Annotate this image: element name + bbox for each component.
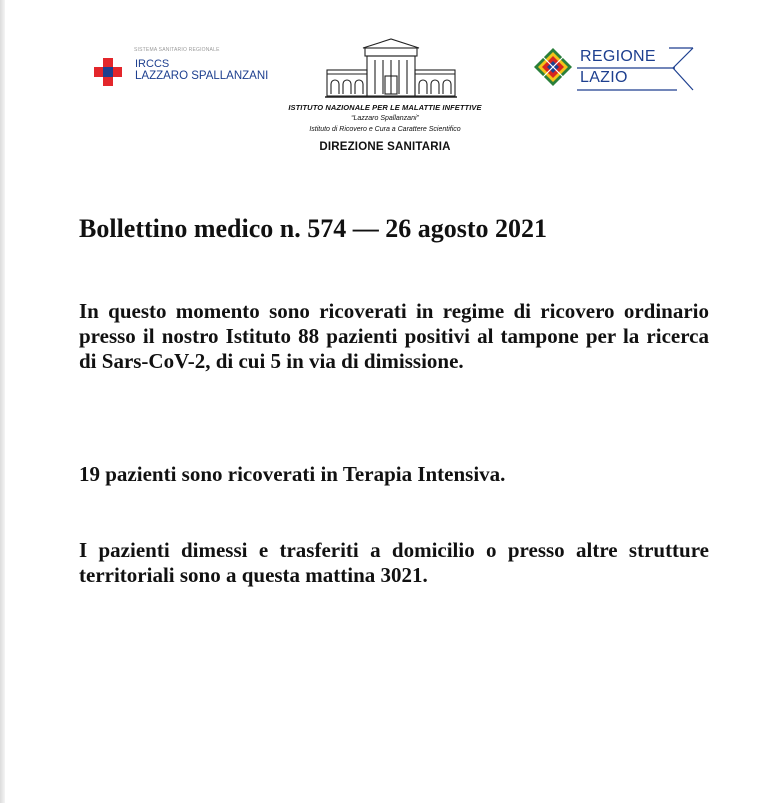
logo-name-text: LAZZARO SPALLANZANI: [135, 70, 269, 82]
institute-building-icon: [325, 36, 457, 100]
red-cross-icon: [93, 57, 123, 87]
institute-description: Istituto di Ricovero e Cura a Carattere Scientifico: [309, 126, 461, 133]
regione-text: REGIONE: [580, 48, 656, 65]
spallanzani-logo: [93, 44, 283, 94]
regione-lazio-emblem-icon: [533, 47, 573, 87]
bulletin-paragraph-ricoverati: In questo momento sono ricoverati in regime di ricovero ordinario presso il nostro Istituto 88 pazienti positivi al tampone per la ricerca di Sars-CoV-2, di cui 5 in via di dimissione.: [79, 299, 709, 373]
logo-caption: SISTEMA SANITARIO REGIONALE: [134, 47, 220, 53]
lazio-text: LAZIO: [580, 69, 628, 86]
bulletin-paragraph-dimessi: I pazienti dimessi e trasferiti a domicilio o presso altre strutture territoriali sono a questa mattina 3021.: [79, 538, 709, 587]
bulletin-paragraph-terapia-intensiva: 19 pazienti sono ricoverati in Terapia Intensiva.: [79, 462, 506, 486]
institute-heading: [240, 102, 530, 156]
logo-irccs-text: IRCCS: [135, 58, 170, 70]
bulletin-title: Bollettino medico n. 574 — 26 agosto 2021: [79, 214, 547, 243]
page-left-edge: [0, 0, 5, 803]
institute-subtitle: “Lazzaro Spallanzani”: [351, 115, 419, 122]
regione-lazio-logo: [533, 44, 703, 94]
direzione-sanitaria: DIREZIONE SANITARIA: [319, 141, 451, 153]
institute-name: ISTITUTO NAZIONALE PER LE MALATTIE INFETTIVE: [288, 103, 482, 112]
